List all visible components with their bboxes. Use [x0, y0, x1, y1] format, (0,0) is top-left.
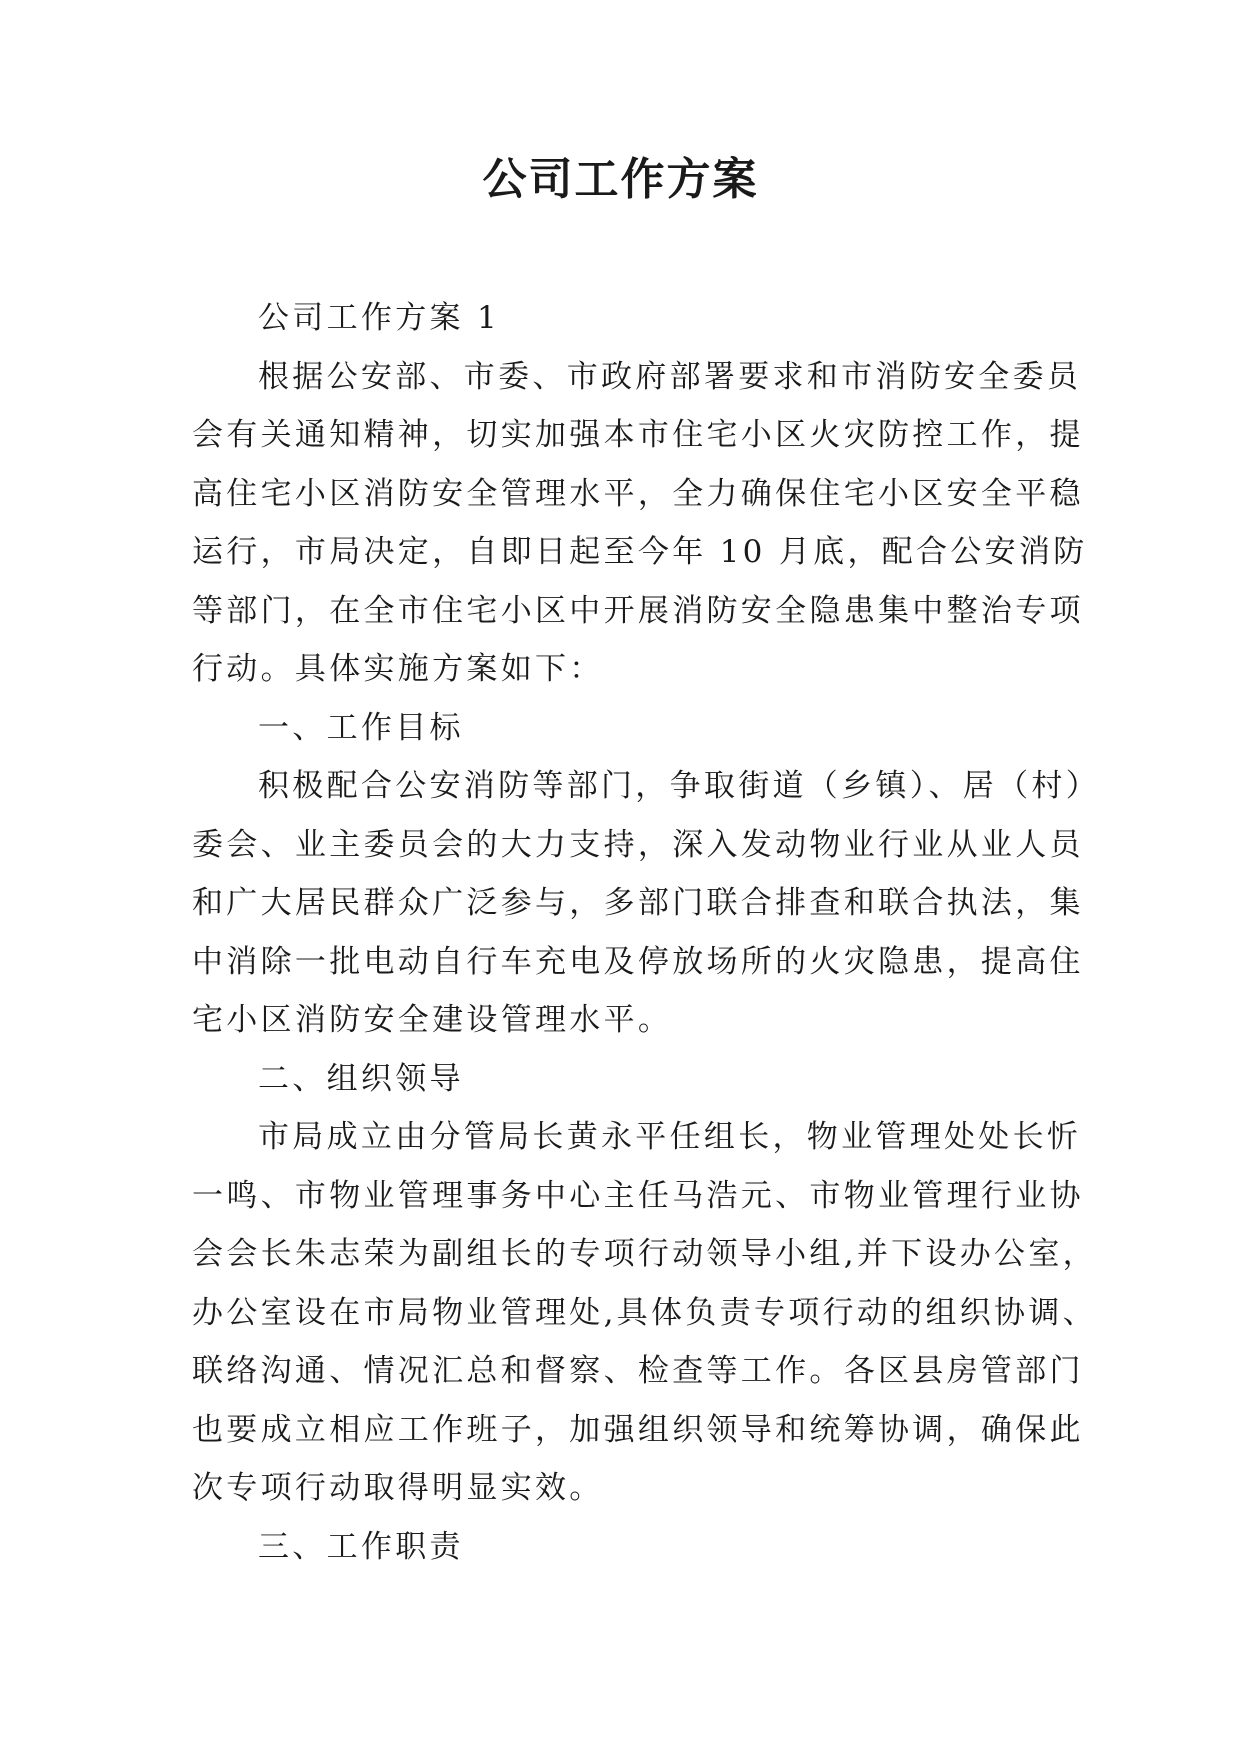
text-line: 委会、业主委员会的大力支持，深入发动物业行业从业人员 — [192, 826, 1084, 863]
text-line: 也要成立相应工作班子，加强组织领导和统筹协调，确保此 — [192, 1411, 1084, 1448]
text-line: 办公室设在市局物业管理处,具体负责专项行动的组织协调、 — [192, 1294, 1097, 1331]
section-heading: 一、工作目标 — [258, 709, 464, 746]
text-line: 中消除一批电动自行车充电及停放场所的火灾隐患，提高住 — [192, 943, 1084, 980]
text-line: 根据公安部、市委、市政府部署要求和市消防安全委员 — [258, 358, 1082, 395]
text-line: 行动。具体实施方案如下： — [192, 651, 604, 687]
section-heading: 三、工作职责 — [258, 1528, 464, 1565]
text-line: 运行，市局决定，自即日起至今年 10 月底，配合公安消防 — [192, 534, 1088, 570]
text-line: 会会长朱志荣为副组长的专项行动领导小组,并下设办公室， — [192, 1236, 1097, 1272]
document-body — [192, 289, 1100, 1576]
text-line: 高住宅小区消防安全管理水平，全力确保住宅小区安全平稳 — [192, 475, 1084, 512]
text-line: 和广大居民群众广泛参与，多部门联合排查和联合执法，集 — [192, 885, 1084, 921]
section-heading: 二、组织领导 — [258, 1060, 464, 1097]
text-line: 积极配合公安消防等部门，争取街道（乡镇）、居（村） — [258, 768, 1100, 804]
text-line: 等部门，在全市住宅小区中开展消防安全隐患集中整治专项 — [192, 592, 1084, 629]
text-line: 次专项行动取得明显实效。 — [192, 1470, 604, 1506]
text-line: 联络沟通、情况汇总和督察、检查等工作。各区县房管部门 — [192, 1353, 1084, 1389]
document-title: 公司工作方案 — [482, 154, 759, 205]
text-line: 宅小区消防安全建设管理水平。 — [192, 1002, 673, 1038]
text-line: 会有关通知精神，切实加强本市住宅小区火灾防控工作，提 — [192, 417, 1084, 453]
text-line: 公司工作方案 1 — [258, 300, 500, 336]
text-line: 市局成立由分管局长黄永平任组长，物业管理处处长忻 — [258, 1119, 1082, 1155]
text-line: 一鸣、市物业管理事务中心主任马浩元、市物业管理行业协 — [192, 1177, 1084, 1214]
